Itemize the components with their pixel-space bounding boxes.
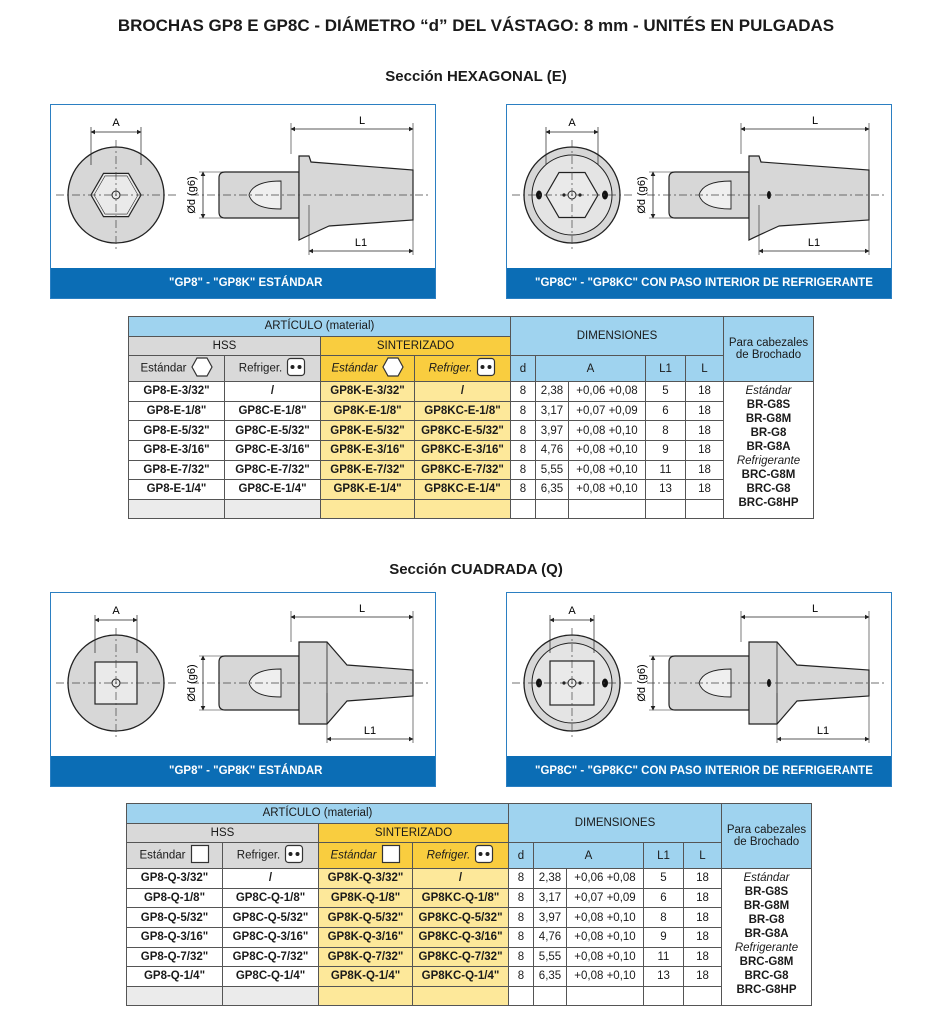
- hss-std-code: GP8-Q-1/4": [127, 967, 223, 987]
- hss-ref-code: GP8C-E-1/8": [225, 401, 321, 421]
- section-title: Sección CUADRADA (Q): [389, 561, 563, 578]
- value-d: 8: [511, 421, 536, 441]
- value-l: 18: [686, 382, 724, 402]
- header-estandar: Estándar: [319, 843, 413, 869]
- col-d: d: [509, 843, 534, 869]
- hss-ref-code: GP8C-Q-1/4": [223, 967, 319, 987]
- broach-drawing: [51, 593, 435, 756]
- panel-caption: "GP8" - "GP8K" ESTÁNDAR: [51, 756, 435, 786]
- square-section-icon: [190, 844, 210, 867]
- value-a-tol: +0,08 +0,10: [567, 947, 644, 967]
- sint-ref-code: GP8KC-E-5/32": [415, 421, 511, 441]
- sint-std-code: GP8K-E-3/16": [321, 440, 415, 460]
- table-row: [129, 401, 814, 421]
- value-d: 8: [511, 401, 536, 421]
- header-sinterizado: SINTERIZADO: [319, 823, 509, 843]
- value-l: 18: [684, 888, 722, 908]
- sint-ref-code: GP8KC-E-3/16": [415, 440, 511, 460]
- value-l1: 6: [646, 401, 686, 421]
- dim-l1-label: L1: [816, 725, 830, 737]
- sint-std-code: GP8K-Q-1/4": [319, 967, 413, 987]
- value-a-tol: +0,08 +0,10: [567, 967, 644, 987]
- sint-std-code: GP8K-E-7/32": [321, 460, 415, 480]
- dim-l1-label: L1: [807, 237, 821, 249]
- dim-l-label: L: [358, 115, 366, 127]
- broach-drawing: [507, 593, 891, 756]
- value-a-tol: +0,08 +0,10: [569, 421, 646, 441]
- dim-a-label: A: [112, 605, 120, 617]
- col-l: L: [684, 843, 722, 869]
- value-d: 8: [511, 460, 536, 480]
- value-l: 18: [686, 421, 724, 441]
- col-l1: L1: [646, 356, 686, 382]
- header-refriger: Refriger.: [413, 843, 509, 869]
- value-d: 8: [509, 967, 534, 987]
- dim-l1-label: L1: [354, 237, 368, 249]
- value-a: 4,76: [534, 927, 567, 947]
- sint-ref-code: GP8KC-Q-3/16": [413, 927, 509, 947]
- hss-std-code: GP8-E-3/32": [129, 382, 225, 402]
- dim-a-label: A: [568, 605, 576, 617]
- hss-std-code: GP8-E-5/32": [129, 421, 225, 441]
- hss-ref-code: GP8C-Q-3/16": [223, 927, 319, 947]
- value-a: 6,35: [534, 967, 567, 987]
- dim-l-label: L: [811, 603, 819, 615]
- hexagon-section-icon: [191, 357, 213, 380]
- value-a-tol: +0,08 +0,10: [569, 440, 646, 460]
- dim-d-label: Ød (g6): [186, 664, 198, 702]
- section-title: Sección HEXAGONAL (E): [385, 68, 567, 85]
- table-row: [129, 460, 814, 480]
- table-row: [129, 440, 814, 460]
- end-view: [512, 605, 632, 738]
- value-l1: 8: [644, 908, 684, 928]
- sint-ref-code: GP8KC-Q-7/32": [413, 947, 509, 967]
- table-row-empty: [127, 986, 812, 1006]
- col-l: L: [686, 356, 724, 382]
- col-d: d: [511, 356, 536, 382]
- hss-ref-code: GP8C-E-7/32": [225, 460, 321, 480]
- table-row: [127, 869, 812, 889]
- side-view: [199, 611, 413, 743]
- value-l1: 11: [646, 460, 686, 480]
- coolant-icon: [284, 844, 304, 867]
- value-a: 3,97: [534, 908, 567, 928]
- hss-ref-code: GP8C-Q-1/8": [223, 888, 319, 908]
- sint-ref-code: /: [415, 382, 511, 402]
- table-row: [127, 967, 812, 987]
- value-l: 18: [686, 440, 724, 460]
- dim-l1-label: L1: [363, 725, 377, 737]
- value-l1: 9: [646, 440, 686, 460]
- side-view: [649, 611, 869, 743]
- sint-std-code: GP8K-Q-7/32": [319, 947, 413, 967]
- dim-d-label: Ød (g6): [636, 176, 648, 214]
- value-d: 8: [511, 382, 536, 402]
- table-row: [129, 480, 814, 500]
- spec-table-hexagonal: [128, 316, 814, 519]
- hss-ref-code: GP8C-E-1/4": [225, 480, 321, 500]
- hss-std-code: GP8-E-1/4": [129, 480, 225, 500]
- broach-drawing: [507, 105, 891, 268]
- coolant-drawing-panel: [506, 104, 892, 299]
- header-estandar: Estándar: [321, 356, 415, 382]
- value-a: 3,97: [536, 421, 569, 441]
- side-view: [649, 123, 869, 255]
- coolant-icon: [476, 357, 496, 380]
- value-a-tol: +0,08 +0,10: [569, 460, 646, 480]
- table-row: [127, 908, 812, 928]
- end-view: [56, 605, 176, 738]
- dim-d-label: Ød (g6): [186, 176, 198, 214]
- hss-std-code: GP8-E-3/16": [129, 440, 225, 460]
- sint-std-code: GP8K-E-5/32": [321, 421, 415, 441]
- value-l: 18: [686, 480, 724, 500]
- dim-a-label: A: [568, 117, 576, 129]
- value-l1: 5: [646, 382, 686, 402]
- hss-ref-code: /: [223, 869, 319, 889]
- spec-table-square: [126, 803, 812, 1006]
- page-title: BROCHAS GP8 E GP8C - DIÁMETRO “d” DEL VÁSTAGO: 8 mm - UNITÉS EN PULGADAS: [117, 16, 835, 35]
- hss-ref-code: GP8C-E-5/32": [225, 421, 321, 441]
- hexagon-section-icon: [382, 357, 404, 380]
- value-d: 8: [509, 908, 534, 928]
- end-view: [56, 117, 176, 250]
- broaching-heads-list: Estándar BR-G8S BR-G8M BR-G8 BR-G8A Refrigerante BRC-G8M BRC-G8 BRC-G8HP: [722, 869, 812, 1006]
- value-l1: 5: [644, 869, 684, 889]
- header-articulo: ARTÍCULO (material): [129, 317, 511, 337]
- value-d: 8: [511, 440, 536, 460]
- table-row: [127, 888, 812, 908]
- sint-std-code: GP8K-Q-3/32": [319, 869, 413, 889]
- value-a-tol: +0,08 +0,10: [569, 480, 646, 500]
- coolant-drawing-panel: [506, 592, 892, 787]
- hss-std-code: GP8-Q-3/32": [127, 869, 223, 889]
- hss-std-code: GP8-Q-3/16": [127, 927, 223, 947]
- value-d: 8: [509, 869, 534, 889]
- header-articulo: ARTÍCULO (material): [127, 804, 509, 824]
- value-a-tol: +0,06 +0,08: [569, 382, 646, 402]
- value-a: 5,55: [536, 460, 569, 480]
- sint-ref-code: GP8KC-Q-1/4": [413, 967, 509, 987]
- hss-std-code: GP8-E-1/8": [129, 401, 225, 421]
- value-l1: 6: [644, 888, 684, 908]
- side-view: [199, 123, 413, 255]
- header-dimensiones: DIMENSIONES: [511, 317, 724, 356]
- value-l: 18: [684, 947, 722, 967]
- value-d: 8: [511, 480, 536, 500]
- sint-std-code: GP8K-E-1/4": [321, 480, 415, 500]
- sint-ref-code: GP8KC-Q-1/8": [413, 888, 509, 908]
- sint-ref-code: GP8KC-Q-5/32": [413, 908, 509, 928]
- standard-drawing-panel: [50, 592, 436, 787]
- sint-std-code: GP8K-E-1/8": [321, 401, 415, 421]
- col-a: A: [534, 843, 644, 869]
- value-a: 2,38: [534, 869, 567, 889]
- value-l: 18: [686, 460, 724, 480]
- value-l: 18: [686, 401, 724, 421]
- standard-drawing-panel: [50, 104, 436, 299]
- panel-caption: "GP8" - "GP8K" ESTÁNDAR: [51, 268, 435, 298]
- value-a: 2,38: [536, 382, 569, 402]
- header-hss: HSS: [127, 823, 319, 843]
- value-l1: 9: [644, 927, 684, 947]
- header-estandar: Estándar: [129, 356, 225, 382]
- hss-ref-code: GP8C-Q-5/32": [223, 908, 319, 928]
- value-l: 18: [684, 967, 722, 987]
- value-a: 5,55: [534, 947, 567, 967]
- sint-std-code: GP8K-Q-3/16": [319, 927, 413, 947]
- broaching-heads-list: Estándar BR-G8S BR-G8M BR-G8 BR-G8A Refrigerante BRC-G8M BRC-G8 BRC-G8HP: [724, 382, 814, 519]
- header-refriger: Refriger.: [223, 843, 319, 869]
- dim-l-label: L: [358, 603, 366, 615]
- table-row: [127, 947, 812, 967]
- header-sinterizado: SINTERIZADO: [321, 336, 511, 356]
- panel-caption: "GP8C" - "GP8KC" CON PASO INTERIOR DE REFRIGERANTE: [507, 268, 891, 298]
- table-row-empty: [129, 499, 814, 519]
- value-l: 18: [684, 869, 722, 889]
- value-l1: 8: [646, 421, 686, 441]
- value-d: 8: [509, 888, 534, 908]
- hss-ref-code: GP8C-E-3/16": [225, 440, 321, 460]
- hss-ref-code: /: [225, 382, 321, 402]
- table-row: [129, 421, 814, 441]
- hss-std-code: GP8-Q-7/32": [127, 947, 223, 967]
- dim-l-label: L: [811, 115, 819, 127]
- coolant-icon: [286, 357, 306, 380]
- value-d: 8: [509, 947, 534, 967]
- header-cabezales: Para cabezales de Brochado: [722, 804, 812, 869]
- value-a: 3,17: [534, 888, 567, 908]
- broach-drawing: [51, 105, 435, 268]
- dim-d-label: Ød (g6): [636, 664, 648, 702]
- value-a-tol: +0,08 +0,10: [567, 927, 644, 947]
- header-dimensiones: DIMENSIONES: [509, 804, 722, 843]
- hss-ref-code: GP8C-Q-7/32": [223, 947, 319, 967]
- value-a: 3,17: [536, 401, 569, 421]
- table-row: [127, 927, 812, 947]
- table-row: [129, 382, 814, 402]
- end-view: [512, 117, 632, 250]
- dim-a-label: A: [112, 117, 120, 129]
- value-l1: 13: [644, 967, 684, 987]
- value-a: 4,76: [536, 440, 569, 460]
- sint-ref-code: /: [413, 869, 509, 889]
- sint-std-code: GP8K-E-3/32": [321, 382, 415, 402]
- panel-caption: "GP8C" - "GP8KC" CON PASO INTERIOR DE REFRIGERANTE: [507, 756, 891, 786]
- value-a-tol: +0,08 +0,10: [567, 908, 644, 928]
- hss-std-code: GP8-Q-5/32": [127, 908, 223, 928]
- value-d: 8: [509, 927, 534, 947]
- sint-std-code: GP8K-Q-1/8": [319, 888, 413, 908]
- header-hss: HSS: [129, 336, 321, 356]
- sint-ref-code: GP8KC-E-1/8": [415, 401, 511, 421]
- header-cabezales: Para cabezales de Brochado: [724, 317, 814, 382]
- sint-ref-code: GP8KC-E-1/4": [415, 480, 511, 500]
- sint-std-code: GP8K-Q-5/32": [319, 908, 413, 928]
- value-l: 18: [684, 908, 722, 928]
- hss-std-code: GP8-E-7/32": [129, 460, 225, 480]
- value-a-tol: +0,07 +0,09: [569, 401, 646, 421]
- header-estandar: Estándar: [127, 843, 223, 869]
- square-section-icon: [381, 844, 401, 867]
- header-refriger: Refriger.: [225, 356, 321, 382]
- col-l1: L1: [644, 843, 684, 869]
- header-refriger: Refriger.: [415, 356, 511, 382]
- value-l1: 11: [644, 947, 684, 967]
- value-a: 6,35: [536, 480, 569, 500]
- hss-std-code: GP8-Q-1/8": [127, 888, 223, 908]
- sint-ref-code: GP8KC-E-7/32": [415, 460, 511, 480]
- value-l: 18: [684, 927, 722, 947]
- col-a: A: [536, 356, 646, 382]
- coolant-icon: [474, 844, 494, 867]
- value-l1: 13: [646, 480, 686, 500]
- value-a-tol: +0,07 +0,09: [567, 888, 644, 908]
- value-a-tol: +0,06 +0,08: [567, 869, 644, 889]
